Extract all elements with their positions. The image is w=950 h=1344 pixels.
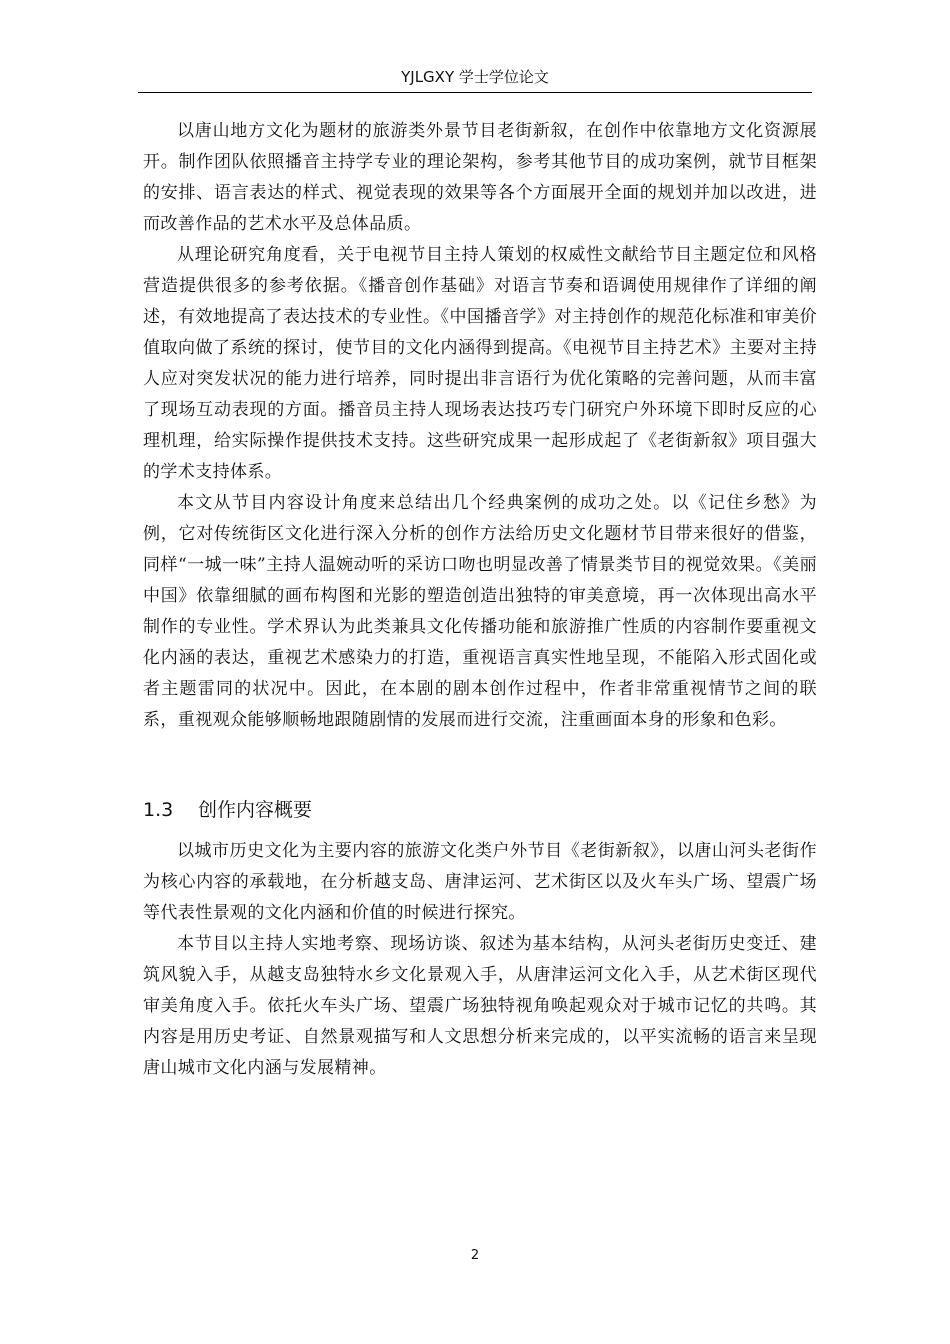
paragraph: 以城市历史文化为主要内容的旅游文化类户外节目《老街新叙》，以唐山河头老街作为核心内容的承载地，在分析越支岛、唐津运河、艺术街区以及火车头广场、望震广场等代表性景观的文化内涵和价值的时候进行探究。 bbox=[143, 841, 817, 923]
paragraph: 以唐山地方文化为题材的旅游类外景节目老街新叙，在创作中依靠地方文化资源展开。制作团队依照播音主持学专业的理论架构，参考其他节目的成功案例，就节目框架的安排、语言表达的样式、视觉表现的效果等各个方面展开全面的规划并加以改进，进而改善作品的艺术水平及总体品质。 bbox=[143, 121, 817, 234]
section-heading bbox=[143, 790, 817, 830]
section-number: 1.3 bbox=[143, 799, 174, 821]
running-header: YJLGXY 学士学位论文 bbox=[401, 68, 549, 86]
header-divider bbox=[138, 92, 812, 93]
page-number: 2 bbox=[470, 1248, 480, 1263]
paragraph: 本节目以主持人实地考察、现场访谈、叙述为基本结构，从河头老街历史变迁、建筑风貌入手，从越支岛独特水乡文化景观入手，从唐津运河文化入手，从艺术街区现代审美角度入手。依托火车头广场、望震广场独特视角唤起观众对于城市记忆的共鸣。其内容是用历史考证、自然景观描写和人文思想分析来完成的，以平实流畅的语言来呈现唐山城市文化内涵与发展精神。 bbox=[143, 934, 817, 1078]
body-text bbox=[143, 116, 817, 1084]
paragraph: 本文从节目内容设计角度来总结出几个经典案例的成功之处。以《记住乡愁》为例，它对传统街区文化进行深入分析的创作方法给历史文化题材节目带来很好的借鉴，同样“一城一味”主持人温婉动听的采访口吻也明显改善了情景类节目的视觉效果。《美丽中国》依靠细腻的画布构图和光影的塑造创造出独特的审美意境，再一次体现出高水平制作的专业性。学术界认为此类兼具文化传播功能和旅游推广性质的内容制作要重视文化内涵的表达，重视艺术感染力的打造，重视语言真实性地呈现，不能陷入形式固化或者主题雷同的状况中。因此，在本剧的剧本创作过程中，作者非常重视情节之间的联系，重视观众能够顺畅地跟随剧情的发展而进行交流，注重画面本身的形象和色彩。 bbox=[143, 493, 817, 730]
paragraph: 从理论研究角度看，关于电视节目主持人策划的权威性文献给节目主题定位和风格营造提供很多的参考依据。《播音创作基础》对语言节奏和语调使用规律作了详细的阐述，有效地提高了表达技术的专业性。《中国播音学》对主持创作的规范化标准和审美价值取向做了系统的探讨，使节目的文化内涵得到提高。《电视节目主持艺术》主要对主持人应对突发状况的能力进行培养，同时提出非言语行为优化策略的完善问题，从而丰富了现场互动表现的方面。播音员主持人现场表达技巧专门研究户外环境下即时反应的心理机理，给实际操作提供技术支持。这些研究成果一起形成起了《老街新叙》项目强大的学术支持体系。 bbox=[143, 245, 817, 482]
section-title: 创作内容概要 bbox=[198, 799, 313, 821]
